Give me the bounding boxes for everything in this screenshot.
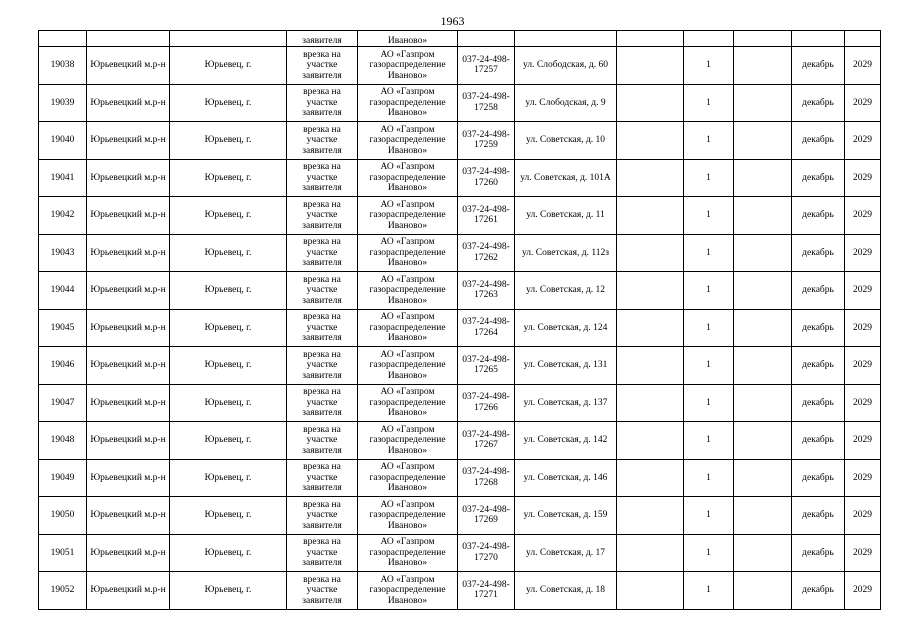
cell-org: АО «Газпром газораспределение Иваново» bbox=[358, 234, 458, 272]
cell-count: 1 bbox=[684, 347, 734, 385]
cell-address: ул. Слободская, д. 9 bbox=[515, 84, 617, 122]
cell-org: АО «Газпром газораспределение Иваново» bbox=[358, 534, 458, 572]
cell-empty-2 bbox=[734, 309, 792, 347]
cell-work: врезка на участке заявителя bbox=[287, 309, 358, 347]
cell-count: 1 bbox=[684, 572, 734, 610]
table-row bbox=[39, 309, 881, 347]
cell-count: 1 bbox=[684, 272, 734, 310]
cell-month: декабрь bbox=[792, 497, 845, 535]
cell-address: ул. Советская, д. 159 bbox=[515, 497, 617, 535]
cell-year: 2029 bbox=[845, 497, 881, 535]
cell-month: декабрь bbox=[792, 534, 845, 572]
cell-town: Юрьевец, г. bbox=[170, 384, 287, 422]
cell-empty-1 bbox=[617, 422, 684, 460]
cell-id: 19046 bbox=[39, 347, 87, 385]
cell-year: 2029 bbox=[845, 197, 881, 235]
cell-town: Юрьевец, г. bbox=[170, 459, 287, 497]
table-row bbox=[39, 497, 881, 535]
cell-year: 2029 bbox=[845, 572, 881, 610]
cell-work: врезка на участке заявителя bbox=[287, 497, 358, 535]
carryover-row bbox=[39, 31, 881, 47]
cell-code: 037-24-498-17262 bbox=[458, 234, 515, 272]
cell-code: 037-24-498-17257 bbox=[458, 47, 515, 85]
cell-empty-2 bbox=[734, 572, 792, 610]
cell-org: АО «Газпром газораспределение Иваново» bbox=[358, 197, 458, 235]
cell-year: 2029 bbox=[845, 84, 881, 122]
cell-year: 2029 bbox=[845, 347, 881, 385]
cell-empty-1 bbox=[617, 347, 684, 385]
cell-empty-2 bbox=[734, 31, 792, 47]
cell-empty-2 bbox=[734, 347, 792, 385]
cell-code: 037-24-498-17261 bbox=[458, 197, 515, 235]
cell-address: ул. Советская, д. 137 bbox=[515, 384, 617, 422]
cell-empty-2 bbox=[734, 197, 792, 235]
page-number: 1963 bbox=[440, 14, 465, 28]
cell-id: 19041 bbox=[39, 159, 87, 197]
cell-id: 19052 bbox=[39, 572, 87, 610]
cell-empty-2 bbox=[734, 122, 792, 160]
cell-count: 1 bbox=[684, 47, 734, 85]
cell-town: Юрьевец, г. bbox=[170, 497, 287, 535]
cell-empty-2 bbox=[734, 459, 792, 497]
cell-month: декабрь bbox=[792, 572, 845, 610]
cell-work: врезка на участке заявителя bbox=[287, 422, 358, 460]
cell-district: Юрьевецкий м.р-н bbox=[87, 534, 170, 572]
cell-id bbox=[39, 31, 87, 47]
cell-org: АО «Газпром газораспределение Иваново» bbox=[358, 422, 458, 460]
table-row bbox=[39, 122, 881, 160]
cell-town: Юрьевец, г. bbox=[170, 572, 287, 610]
cell-year: 2029 bbox=[845, 272, 881, 310]
cell-org: АО «Газпром газораспределение Иваново» bbox=[358, 309, 458, 347]
cell-id: 19045 bbox=[39, 309, 87, 347]
cell-empty-1 bbox=[617, 31, 684, 47]
cell-empty-2 bbox=[734, 534, 792, 572]
cell-district: Юрьевецкий м.р-н bbox=[87, 309, 170, 347]
cell-address: ул. Советская, д. 112з bbox=[515, 234, 617, 272]
cell-code bbox=[458, 31, 515, 47]
cell-town: Юрьевец, г. bbox=[170, 422, 287, 460]
cell-org: АО «Газпром газораспределение Иваново» bbox=[358, 272, 458, 310]
cell-empty-1 bbox=[617, 534, 684, 572]
table-row bbox=[39, 459, 881, 497]
cell-count: 1 bbox=[684, 197, 734, 235]
cell-empty-1 bbox=[617, 47, 684, 85]
cell-district: Юрьевецкий м.р-н bbox=[87, 422, 170, 460]
cell-empty-2 bbox=[734, 47, 792, 85]
cell-empty-1 bbox=[617, 384, 684, 422]
cell-org: АО «Газпром газораспределение Иваново» bbox=[358, 84, 458, 122]
cell-empty-1 bbox=[617, 459, 684, 497]
cell-address: ул. Советская, д. 142 bbox=[515, 422, 617, 460]
cell-town: Юрьевец, г. bbox=[170, 159, 287, 197]
cell-code: 037-24-498-17259 bbox=[458, 122, 515, 160]
cell-month: декабрь bbox=[792, 459, 845, 497]
cell-work: заявителя bbox=[287, 31, 358, 47]
cell-id: 19047 bbox=[39, 384, 87, 422]
cell-org: АО «Газпром газораспределение Иваново» bbox=[358, 47, 458, 85]
cell-work: врезка на участке заявителя bbox=[287, 159, 358, 197]
cell-empty-2 bbox=[734, 234, 792, 272]
cell-work: врезка на участке заявителя bbox=[287, 234, 358, 272]
cell-year: 2029 bbox=[845, 234, 881, 272]
cell-year: 2029 bbox=[845, 47, 881, 85]
cell-id: 19044 bbox=[39, 272, 87, 310]
cell-town: Юрьевец, г. bbox=[170, 309, 287, 347]
cell-address: ул. Советская, д. 10 bbox=[515, 122, 617, 160]
cell-work: врезка на участке заявителя bbox=[287, 347, 358, 385]
cell-work: врезка на участке заявителя bbox=[287, 197, 358, 235]
cell-count: 1 bbox=[684, 459, 734, 497]
cell-code: 037-24-498-17265 bbox=[458, 347, 515, 385]
cell-district: Юрьевецкий м.р-н bbox=[87, 234, 170, 272]
cell-id: 19043 bbox=[39, 234, 87, 272]
table-row bbox=[39, 159, 881, 197]
cell-empty-2 bbox=[734, 272, 792, 310]
cell-code: 037-24-498-17270 bbox=[458, 534, 515, 572]
cell-town bbox=[170, 31, 287, 47]
cell-code: 037-24-498-17263 bbox=[458, 272, 515, 310]
cell-month: декабрь bbox=[792, 422, 845, 460]
table-row bbox=[39, 572, 881, 610]
cell-count bbox=[684, 31, 734, 47]
cell-year: 2029 bbox=[845, 422, 881, 460]
cell-count: 1 bbox=[684, 234, 734, 272]
cell-district: Юрьевецкий м.р-н bbox=[87, 347, 170, 385]
cell-town: Юрьевец, г. bbox=[170, 84, 287, 122]
cell-empty-1 bbox=[617, 84, 684, 122]
cell-count: 1 bbox=[684, 84, 734, 122]
cell-org: АО «Газпром газораспределение Иваново» bbox=[358, 347, 458, 385]
cell-district: Юрьевецкий м.р-н bbox=[87, 197, 170, 235]
cell-org: АО «Газпром газораспределение Иваново» bbox=[358, 122, 458, 160]
table-row bbox=[39, 534, 881, 572]
cell-district: Юрьевецкий м.р-н bbox=[87, 47, 170, 85]
cell-town: Юрьевец, г. bbox=[170, 47, 287, 85]
cell-town: Юрьевец, г. bbox=[170, 197, 287, 235]
cell-district: Юрьевецкий м.р-н bbox=[87, 459, 170, 497]
table-row bbox=[39, 197, 881, 235]
cell-month: декабрь bbox=[792, 272, 845, 310]
cell-code: 037-24-498-17268 bbox=[458, 459, 515, 497]
cell-month: декабрь bbox=[792, 197, 845, 235]
cell-org: АО «Газпром газораспределение Иваново» bbox=[358, 572, 458, 610]
cell-district: Юрьевецкий м.р-н bbox=[87, 122, 170, 160]
cell-count: 1 bbox=[684, 422, 734, 460]
cell-org: АО «Газпром газораспределение Иваново» bbox=[358, 159, 458, 197]
cell-empty-1 bbox=[617, 234, 684, 272]
cell-address: ул. Советская, д. 11 bbox=[515, 197, 617, 235]
cell-org: АО «Газпром газораспределение Иваново» bbox=[358, 497, 458, 535]
cell-month: декабрь bbox=[792, 347, 845, 385]
cell-count: 1 bbox=[684, 309, 734, 347]
table-row bbox=[39, 234, 881, 272]
cell-district: Юрьевецкий м.р-н bbox=[87, 84, 170, 122]
cell-id: 19038 bbox=[39, 47, 87, 85]
cell-year: 2029 bbox=[845, 534, 881, 572]
table-row bbox=[39, 422, 881, 460]
cell-id: 19050 bbox=[39, 497, 87, 535]
cell-year: 2029 bbox=[845, 159, 881, 197]
cell-month: декабрь bbox=[792, 122, 845, 160]
cell-empty-1 bbox=[617, 197, 684, 235]
cell-empty-2 bbox=[734, 497, 792, 535]
cell-year bbox=[845, 31, 881, 47]
cell-empty-1 bbox=[617, 309, 684, 347]
table-row bbox=[39, 272, 881, 310]
cell-month: декабрь bbox=[792, 384, 845, 422]
cell-count: 1 bbox=[684, 122, 734, 160]
cell-id: 19039 bbox=[39, 84, 87, 122]
cell-empty-1 bbox=[617, 272, 684, 310]
cell-code: 037-24-498-17258 bbox=[458, 84, 515, 122]
cell-empty-2 bbox=[734, 84, 792, 122]
cell-month: декабрь bbox=[792, 234, 845, 272]
cell-work: врезка на участке заявителя bbox=[287, 534, 358, 572]
cell-work: врезка на участке заявителя bbox=[287, 47, 358, 85]
table-row bbox=[39, 384, 881, 422]
cell-work: врезка на участке заявителя bbox=[287, 122, 358, 160]
cell-district: Юрьевецкий м.р-н bbox=[87, 384, 170, 422]
cell-empty-1 bbox=[617, 497, 684, 535]
cell-month: декабрь bbox=[792, 47, 845, 85]
cell-id: 19048 bbox=[39, 422, 87, 460]
cell-district: Юрьевецкий м.р-н bbox=[87, 159, 170, 197]
cell-id: 19040 bbox=[39, 122, 87, 160]
cell-work: врезка на участке заявителя bbox=[287, 84, 358, 122]
cell-year: 2029 bbox=[845, 122, 881, 160]
cell-town: Юрьевец, г. bbox=[170, 234, 287, 272]
cell-count: 1 bbox=[684, 497, 734, 535]
cell-org: Иваново» bbox=[358, 31, 458, 47]
table-row bbox=[39, 347, 881, 385]
cell-year: 2029 bbox=[845, 459, 881, 497]
cell-district: Юрьевецкий м.р-н bbox=[87, 272, 170, 310]
cell-district: Юрьевецкий м.р-н bbox=[87, 572, 170, 610]
cell-work: врезка на участке заявителя bbox=[287, 572, 358, 610]
table-row bbox=[39, 47, 881, 85]
cell-count: 1 bbox=[684, 159, 734, 197]
cell-town: Юрьевец, г. bbox=[170, 347, 287, 385]
cell-work: врезка на участке заявителя bbox=[287, 459, 358, 497]
cell-town: Юрьевец, г. bbox=[170, 534, 287, 572]
cell-code: 037-24-498-17269 bbox=[458, 497, 515, 535]
cell-address: ул. Советская, д. 18 bbox=[515, 572, 617, 610]
cell-empty-1 bbox=[617, 572, 684, 610]
cell-count: 1 bbox=[684, 384, 734, 422]
cell-district: Юрьевецкий м.р-н bbox=[87, 497, 170, 535]
cell-address: ул. Советская, д. 131 bbox=[515, 347, 617, 385]
cell-work: врезка на участке заявителя bbox=[287, 384, 358, 422]
cell-code: 037-24-498-17267 bbox=[458, 422, 515, 460]
cell-address: ул. Советская, д. 12 bbox=[515, 272, 617, 310]
cell-count: 1 bbox=[684, 534, 734, 572]
cell-year: 2029 bbox=[845, 309, 881, 347]
gasification-schedule-table bbox=[38, 30, 881, 610]
cell-empty-2 bbox=[734, 384, 792, 422]
cell-town: Юрьевец, г. bbox=[170, 122, 287, 160]
cell-address bbox=[515, 31, 617, 47]
cell-month: декабрь bbox=[792, 309, 845, 347]
cell-empty-1 bbox=[617, 122, 684, 160]
cell-empty-2 bbox=[734, 159, 792, 197]
cell-empty-2 bbox=[734, 422, 792, 460]
cell-town: Юрьевец, г. bbox=[170, 272, 287, 310]
cell-address: ул. Советская, д. 17 bbox=[515, 534, 617, 572]
cell-address: ул. Советская, д. 124 bbox=[515, 309, 617, 347]
cell-address: ул. Советская, д. 146 bbox=[515, 459, 617, 497]
cell-work: врезка на участке заявителя bbox=[287, 272, 358, 310]
cell-org: АО «Газпром газораспределение Иваново» bbox=[358, 384, 458, 422]
cell-month bbox=[792, 31, 845, 47]
cell-district bbox=[87, 31, 170, 47]
cell-code: 037-24-498-17260 bbox=[458, 159, 515, 197]
cell-month: декабрь bbox=[792, 84, 845, 122]
cell-month: декабрь bbox=[792, 159, 845, 197]
cell-address: ул. Советская, д. 101А bbox=[515, 159, 617, 197]
cell-id: 19049 bbox=[39, 459, 87, 497]
cell-org: АО «Газпром газораспределение Иваново» bbox=[358, 459, 458, 497]
cell-code: 037-24-498-17264 bbox=[458, 309, 515, 347]
cell-year: 2029 bbox=[845, 384, 881, 422]
cell-id: 19051 bbox=[39, 534, 87, 572]
cell-address: ул. Слободская, д. 60 bbox=[515, 47, 617, 85]
cell-code: 037-24-498-17266 bbox=[458, 384, 515, 422]
table-row bbox=[39, 84, 881, 122]
cell-code: 037-24-498-17271 bbox=[458, 572, 515, 610]
cell-id: 19042 bbox=[39, 197, 87, 235]
cell-empty-1 bbox=[617, 159, 684, 197]
